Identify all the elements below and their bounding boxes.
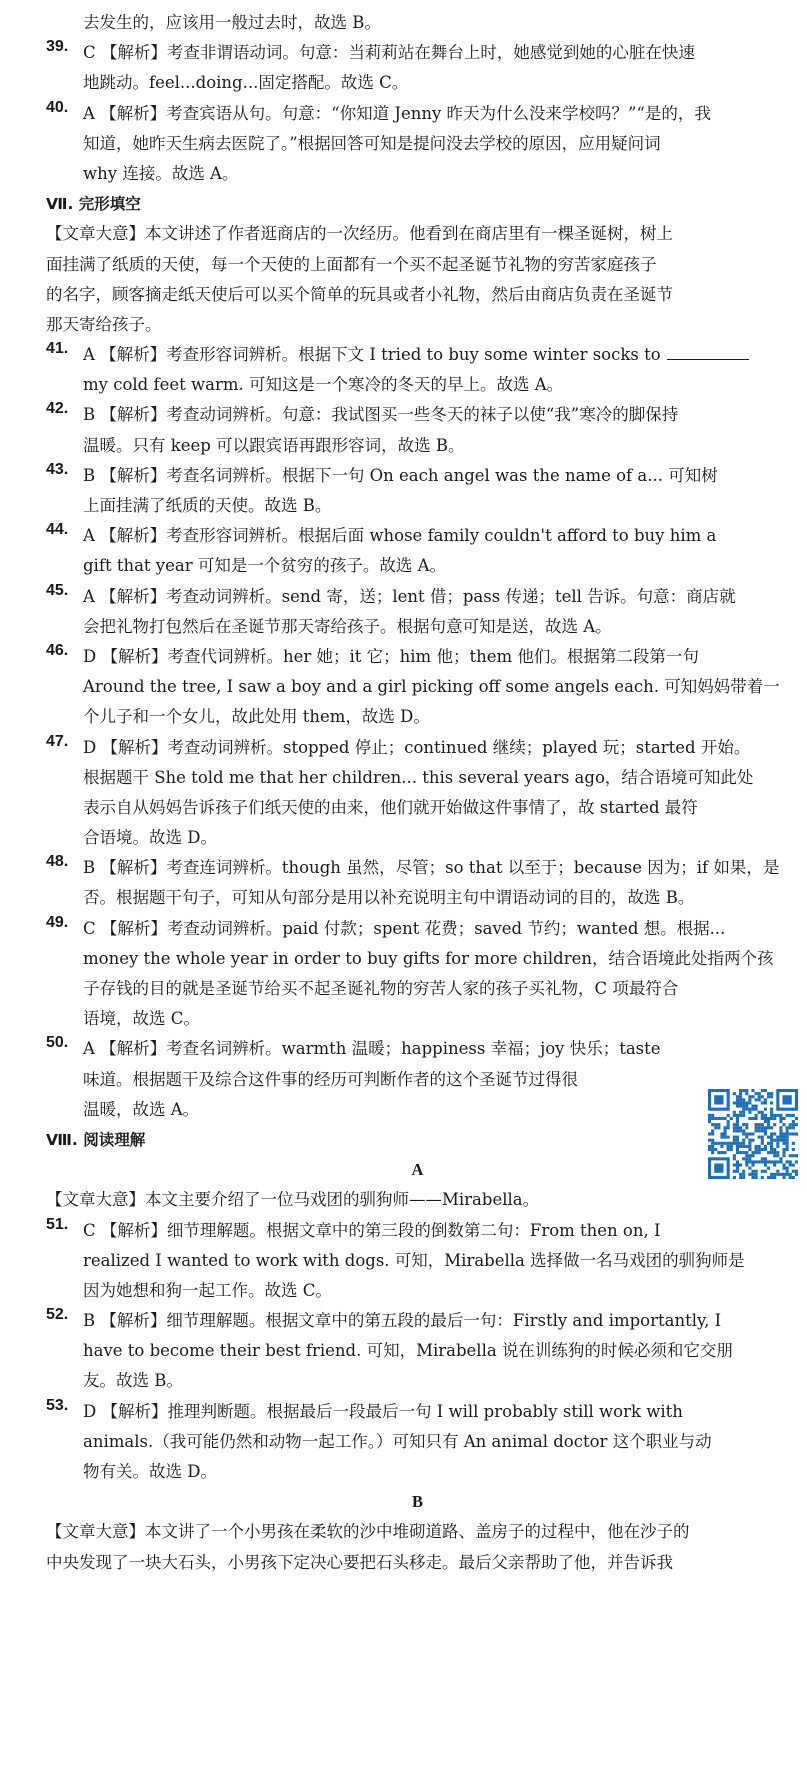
answer-item-43 <box>46 461 789 521</box>
text-line: 的名字，顾客摘走纸天使后可以买个简单的玩具或者小礼物，然后由商店负责在圣诞节 <box>46 284 673 304</box>
text-line: why 连接。故选 A。 <box>83 163 239 183</box>
answer-item-44 <box>46 521 789 581</box>
text-line: Around the tree, I saw a boy and a girl picking off some angels each. 可知妈妈带着一 <box>83 677 780 697</box>
text-line: 味道。根据题干及综合这件事的经历可判断作者的这个圣诞节过得很 <box>83 1069 578 1089</box>
item-number: 46. <box>46 641 69 659</box>
answer-item-49 <box>46 914 789 1035</box>
text-line: C 【解析】细节理解题。根据文章中的第三段的倒数第二句：From then on, I <box>83 1220 661 1240</box>
answer-item-45 <box>46 582 789 642</box>
text-line: D 【解析】推理判断题。根据最后一段最后一句 I will probably still work with <box>83 1401 683 1421</box>
item-number: 41. <box>46 340 69 358</box>
text-line: 因为她想和狗一起工作。故选 C。 <box>83 1280 332 1300</box>
answer-item-47 <box>46 733 789 854</box>
text-line: my cold feet warm. 可知这是一个寒冷的冬天的早上。故选 A。 <box>83 375 564 395</box>
text-line: A 【解析】考查名词辨析。warmth 温暖；happiness 幸福；joy 快乐；taste <box>83 1039 661 1059</box>
text-line: 温暖。只有 keep 可以跟宾语再跟形容词，故选 B。 <box>83 435 465 455</box>
text-line: animals.（我可能仍然和动物一起工作。）可知只有 An animal doctor 这个职业与动 <box>83 1431 712 1451</box>
answer-item-53 <box>46 1397 789 1488</box>
text-line: C 【解析】考查非谓语动词。句意：当莉莉站在舞台上时，她感觉到她的心脏在快速 <box>83 43 695 63</box>
passage-summary <box>46 219 789 340</box>
text-line: 那天寄给孩子。 <box>46 314 162 334</box>
text-line: 表示自从妈妈告诉孩子们纸天使的由来，他们就开始做这件事情了，故 started 最符 <box>83 797 698 817</box>
answer-item-40 <box>46 99 789 190</box>
text-line: have to become their best friend. 可知，Mirabella 说在训练狗的时候必须和它交朋 <box>83 1341 733 1361</box>
item-number: 42. <box>46 400 69 418</box>
passage-summary <box>46 1517 789 1577</box>
text-line: 温暖，故选 A。 <box>83 1099 200 1119</box>
item-number: 39. <box>46 38 69 56</box>
item-number: 40. <box>46 98 69 116</box>
text-line: 地跳动。feel...doing...固定搭配。故选 C。 <box>83 73 409 93</box>
item-number: 50. <box>46 1034 69 1052</box>
answer-item-51 <box>46 1216 789 1307</box>
text-line: 语境，故选 C。 <box>83 1009 200 1029</box>
text-line: 物有关。故选 D。 <box>83 1462 217 1481</box>
text-line: D 【解析】考查代词辨析。her 她；it 它；him 他；them 他们。根据第二段第一句 <box>83 646 699 666</box>
text-line: 【文章大意】本文讲了一个小男孩在柔软的沙中堆砌道路、盖房子的过程中，他在沙子的 <box>46 1522 690 1542</box>
text-line: B 【解析】细节理解题。根据文章中的第五段的最后一句：Firstly and importantly, I <box>83 1311 722 1331</box>
part-heading: A <box>411 1160 424 1180</box>
section-heading: Ⅷ. 阅读理解 <box>46 1130 146 1149</box>
text-line: realized I wanted to work with dogs. 可知，Mirabella 选择做一名马戏团的驯狗师是 <box>83 1250 745 1270</box>
answer-item-42 <box>46 400 789 460</box>
item-number: 52. <box>46 1306 69 1324</box>
text-line: gift that year 可知是一个贫穷的孩子。故选 A。 <box>83 556 447 576</box>
text-line: 会把礼物打包然后在圣诞节那天寄给孩子。根据句意可知是送，故选 A。 <box>83 616 612 636</box>
item-number: 47. <box>46 732 69 750</box>
section-heading: Ⅶ. 完形填空 <box>46 195 141 214</box>
fill-blank <box>667 345 749 360</box>
passage-summary: 【文章大意】本文主要介绍了一位马戏团的驯狗师——Mirabella。 <box>46 1190 540 1210</box>
text-line: 中央发现了一块大石头，小男孩下定决心要把石头移走。最后父亲帮助了他，并告诉我 <box>46 1552 673 1572</box>
text-line: 个儿子和一个女儿，故此处用 them，故选 D。 <box>83 707 430 727</box>
text-line: B 【解析】考查名词辨析。根据下一句 On each angel was the name of a... 可知树 <box>83 465 718 485</box>
text-line: B 【解析】考查动词辨析。句意：我试图买一些冬天的袜子以使“我”寒冷的脚保持 <box>83 405 679 425</box>
text-line: A 【解析】考查形容词辨析。根据下文 I tried to buy some winter socks to <box>83 345 661 365</box>
answer-item-50 <box>46 1034 789 1125</box>
text-line: A 【解析】考查动词辨析。send 寄，送；lent 借；pass 传递；tell 告诉。句意：商店就 <box>83 586 736 606</box>
item-number: 43. <box>46 460 69 478</box>
qr-code-icon[interactable] <box>708 1089 798 1179</box>
answer-item-46 <box>46 642 789 733</box>
text-line: 去发生的，应该用一般过去时，故选 B。 <box>83 13 381 32</box>
part-heading: B <box>411 1492 423 1512</box>
text-line: 【文章大意】本文讲述了作者逛商店的一次经历。他看到在商店里有一棵圣诞树，树上 <box>46 224 673 244</box>
text-line: 合语境。故选 D。 <box>83 828 217 848</box>
item-number: 53. <box>46 1396 69 1414</box>
text-line: 子存钱的目的就是圣诞节给买不起圣诞礼物的穷苦人家的孩子买礼物，C 项最符合 <box>83 979 679 998</box>
text-line: 面挂满了纸质的天使，每一个天使的上面都有一个买不起圣诞节礼物的穷苦家庭孩子 <box>46 254 657 274</box>
item-number: 48. <box>46 853 69 871</box>
item-number: 51. <box>46 1215 69 1233</box>
item-number: 44. <box>46 521 69 539</box>
answer-item-39 <box>46 38 789 98</box>
text-line: C 【解析】考查动词辨析。paid 付款；spent 花费；saved 节约；wanted 想。根据... <box>83 918 726 938</box>
answer-item-52 <box>46 1306 789 1397</box>
text-line: A 【解析】考查宾语从句。句意：“你知道 Jenny 昨天为什么没来学校吗？”“是的，我 <box>83 103 711 123</box>
item-number: 49. <box>46 913 69 931</box>
item-number: 45. <box>46 581 69 599</box>
text-line: A 【解析】考查形容词辨析。根据后面 whose family couldn't afford to buy him a <box>83 526 717 546</box>
text-line: 知道，她昨天生病去医院了。”根据回答可知是提问没去学校的原因，应用疑问词 <box>83 133 661 153</box>
text-line: D 【解析】考查动词辨析。stopped 停止；continued 继续；played 玩；started 开始。 <box>83 737 751 757</box>
text-line: money the whole year in order to buy gifts for more children，结合语境此处指两个孩 <box>83 948 774 968</box>
text-line: B 【解析】考查连词辨析。though 虽然，尽管；so that 以至于；because 因为；if 如果，是 <box>83 858 780 878</box>
text-line: 否。根据题干句子，可知从句部分是用以补充说明主句中谓语动词的目的，故选 B。 <box>83 888 695 908</box>
text-line: 友。故选 B。 <box>83 1371 183 1391</box>
answer-item-48 <box>46 853 789 913</box>
answer-item-41 <box>46 340 789 400</box>
text-line: 上面挂满了纸质的天使。故选 B。 <box>83 496 332 515</box>
text-line: 根据题干 She told me that her children... this several years ago，结合语境可知此处 <box>83 767 754 787</box>
